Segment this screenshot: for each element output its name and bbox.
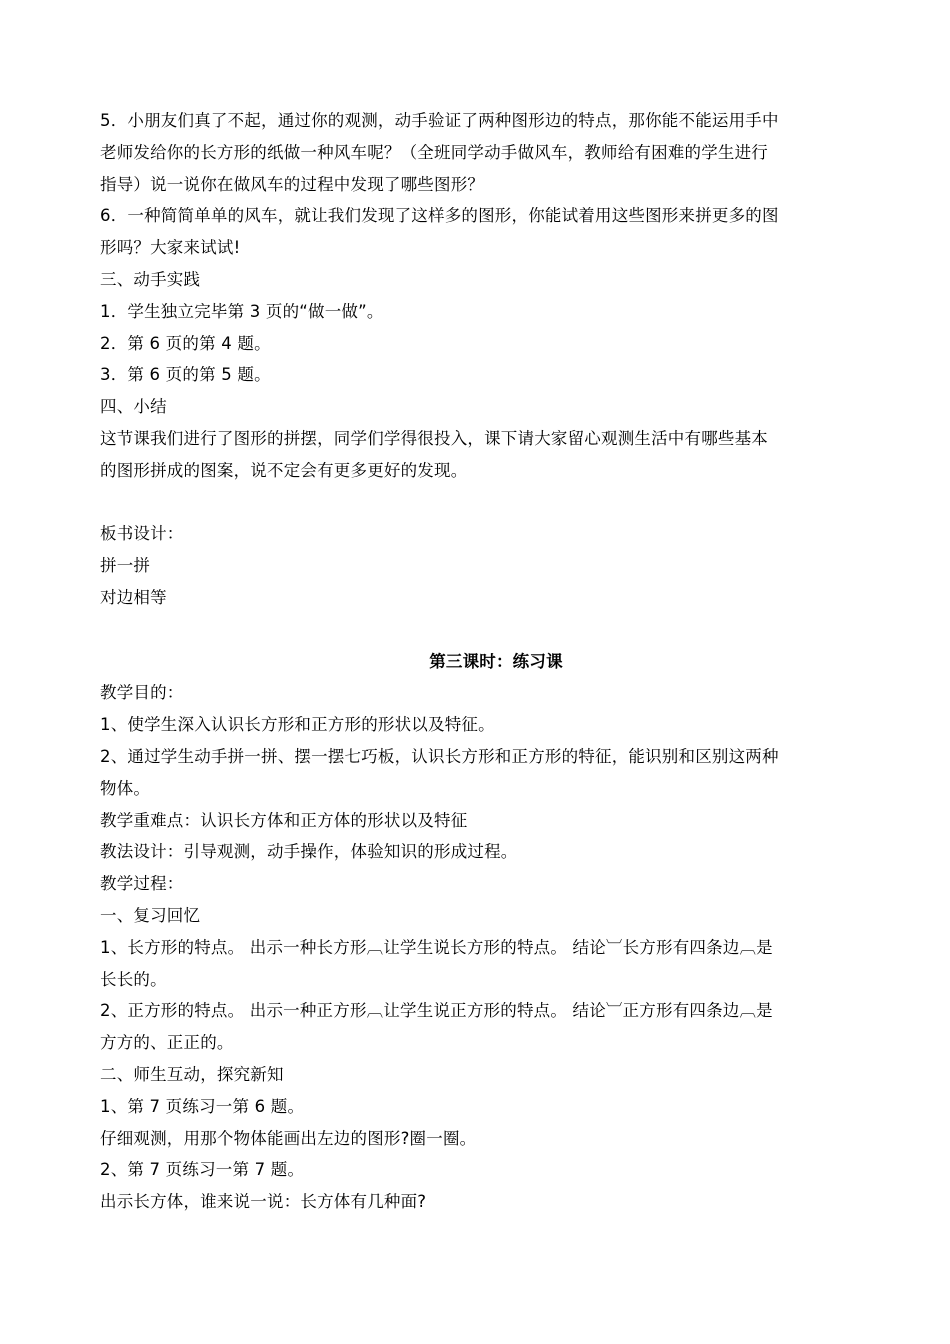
paragraph-line: 的图形拼成的图案，说不定会有更多更好的发现。 [100, 460, 468, 480]
list-item: 3．第 6 页的第 5 题。 [100, 365, 271, 385]
paragraph-line: 出示长方体，谁来说一说：长方体有几种面? [100, 1192, 427, 1212]
paragraph-line: 这节课我们进行了图形的拼摆，同学们学得很投入，课下请大家留心观测生活中有哪些基本 [100, 428, 768, 448]
paragraph-line: 长长的。 [100, 969, 167, 989]
blank-line [100, 614, 880, 646]
paragraph-line: 教学过程： [100, 874, 184, 894]
paragraph-line: 教学重难点：认识长方体和正方体的形状以及特征 [100, 810, 468, 830]
list-item: 2．第 6 页的第 4 题。 [100, 333, 271, 353]
paragraph-line: 方方的、正正的。 [100, 1033, 234, 1053]
list-item: 1、使学生深入认识长方形和正方形的形状以及特征。 [100, 715, 495, 735]
list-item: 2、通过学生动手拼一拼、摆一摆七巧板，认识长方形和正方形的特征，能识别和区别这两种 [100, 746, 779, 766]
list-item: 1．学生独立完毕第 3 页的“做一做”。 [100, 301, 384, 321]
blank-line [100, 487, 880, 519]
paragraph-line: 指导）说一说你在做风车的过程中发现了哪些图形？ [100, 174, 485, 194]
list-item: 2、第 7 页练习一第 7 题。 [100, 1160, 305, 1180]
list-item: 1、第 7 页练习一第 6 题。 [100, 1096, 305, 1116]
paragraph-line: 仔细观测，用那个物体能画出左边的图形?圈一圈。 [100, 1128, 477, 1148]
list-item: 2、正方形的特点。 出示一种正方形︹让学生说正方形的特点。 结论︺正方形有四条边︹是 [100, 1001, 773, 1021]
section-heading: 四、小结 [100, 397, 167, 417]
paragraph-line: 5．小朋友们真了不起，通过你的观测，动手验证了两种图形边的特点，那你能不能运用手中 [100, 111, 779, 130]
section-heading: 一、复习回忆 [100, 905, 201, 925]
lesson-title: 第三课时：练习课 [429, 651, 563, 671]
paragraph-line: 教学目的： [100, 683, 184, 703]
section-heading: 二、师生互动，探究新知 [100, 1064, 284, 1084]
board-design-item: 拼一拼 [100, 556, 151, 576]
board-design-item: 对边相等 [100, 587, 167, 607]
board-design-label: 板书设计： [100, 524, 184, 544]
paragraph-line: 老师发给你的长方形的纸做一种风车呢？（全班同学动手做风车，教师给有困难的学生进行 [100, 142, 768, 162]
paragraph-line: 形吗？大家来试试! [100, 238, 241, 258]
paragraph-line: 物体。 [100, 778, 151, 798]
section-heading: 三、动手实践 [100, 269, 201, 289]
paragraph-line: 教法设计：引导观测，动手操作，体验知识的形成过程。 [100, 842, 518, 862]
list-item: 1、长方形的特点。 出示一种长方形︹让学生说长方形的特点。 结论︺长方形有四条边︹是 [100, 937, 773, 957]
document-page [100, 105, 880, 1218]
paragraph-line: 6．一种简简单单的风车，就让我们发现了这样多的图形，你能试着用这些图形来拼更多的图 [100, 206, 779, 226]
